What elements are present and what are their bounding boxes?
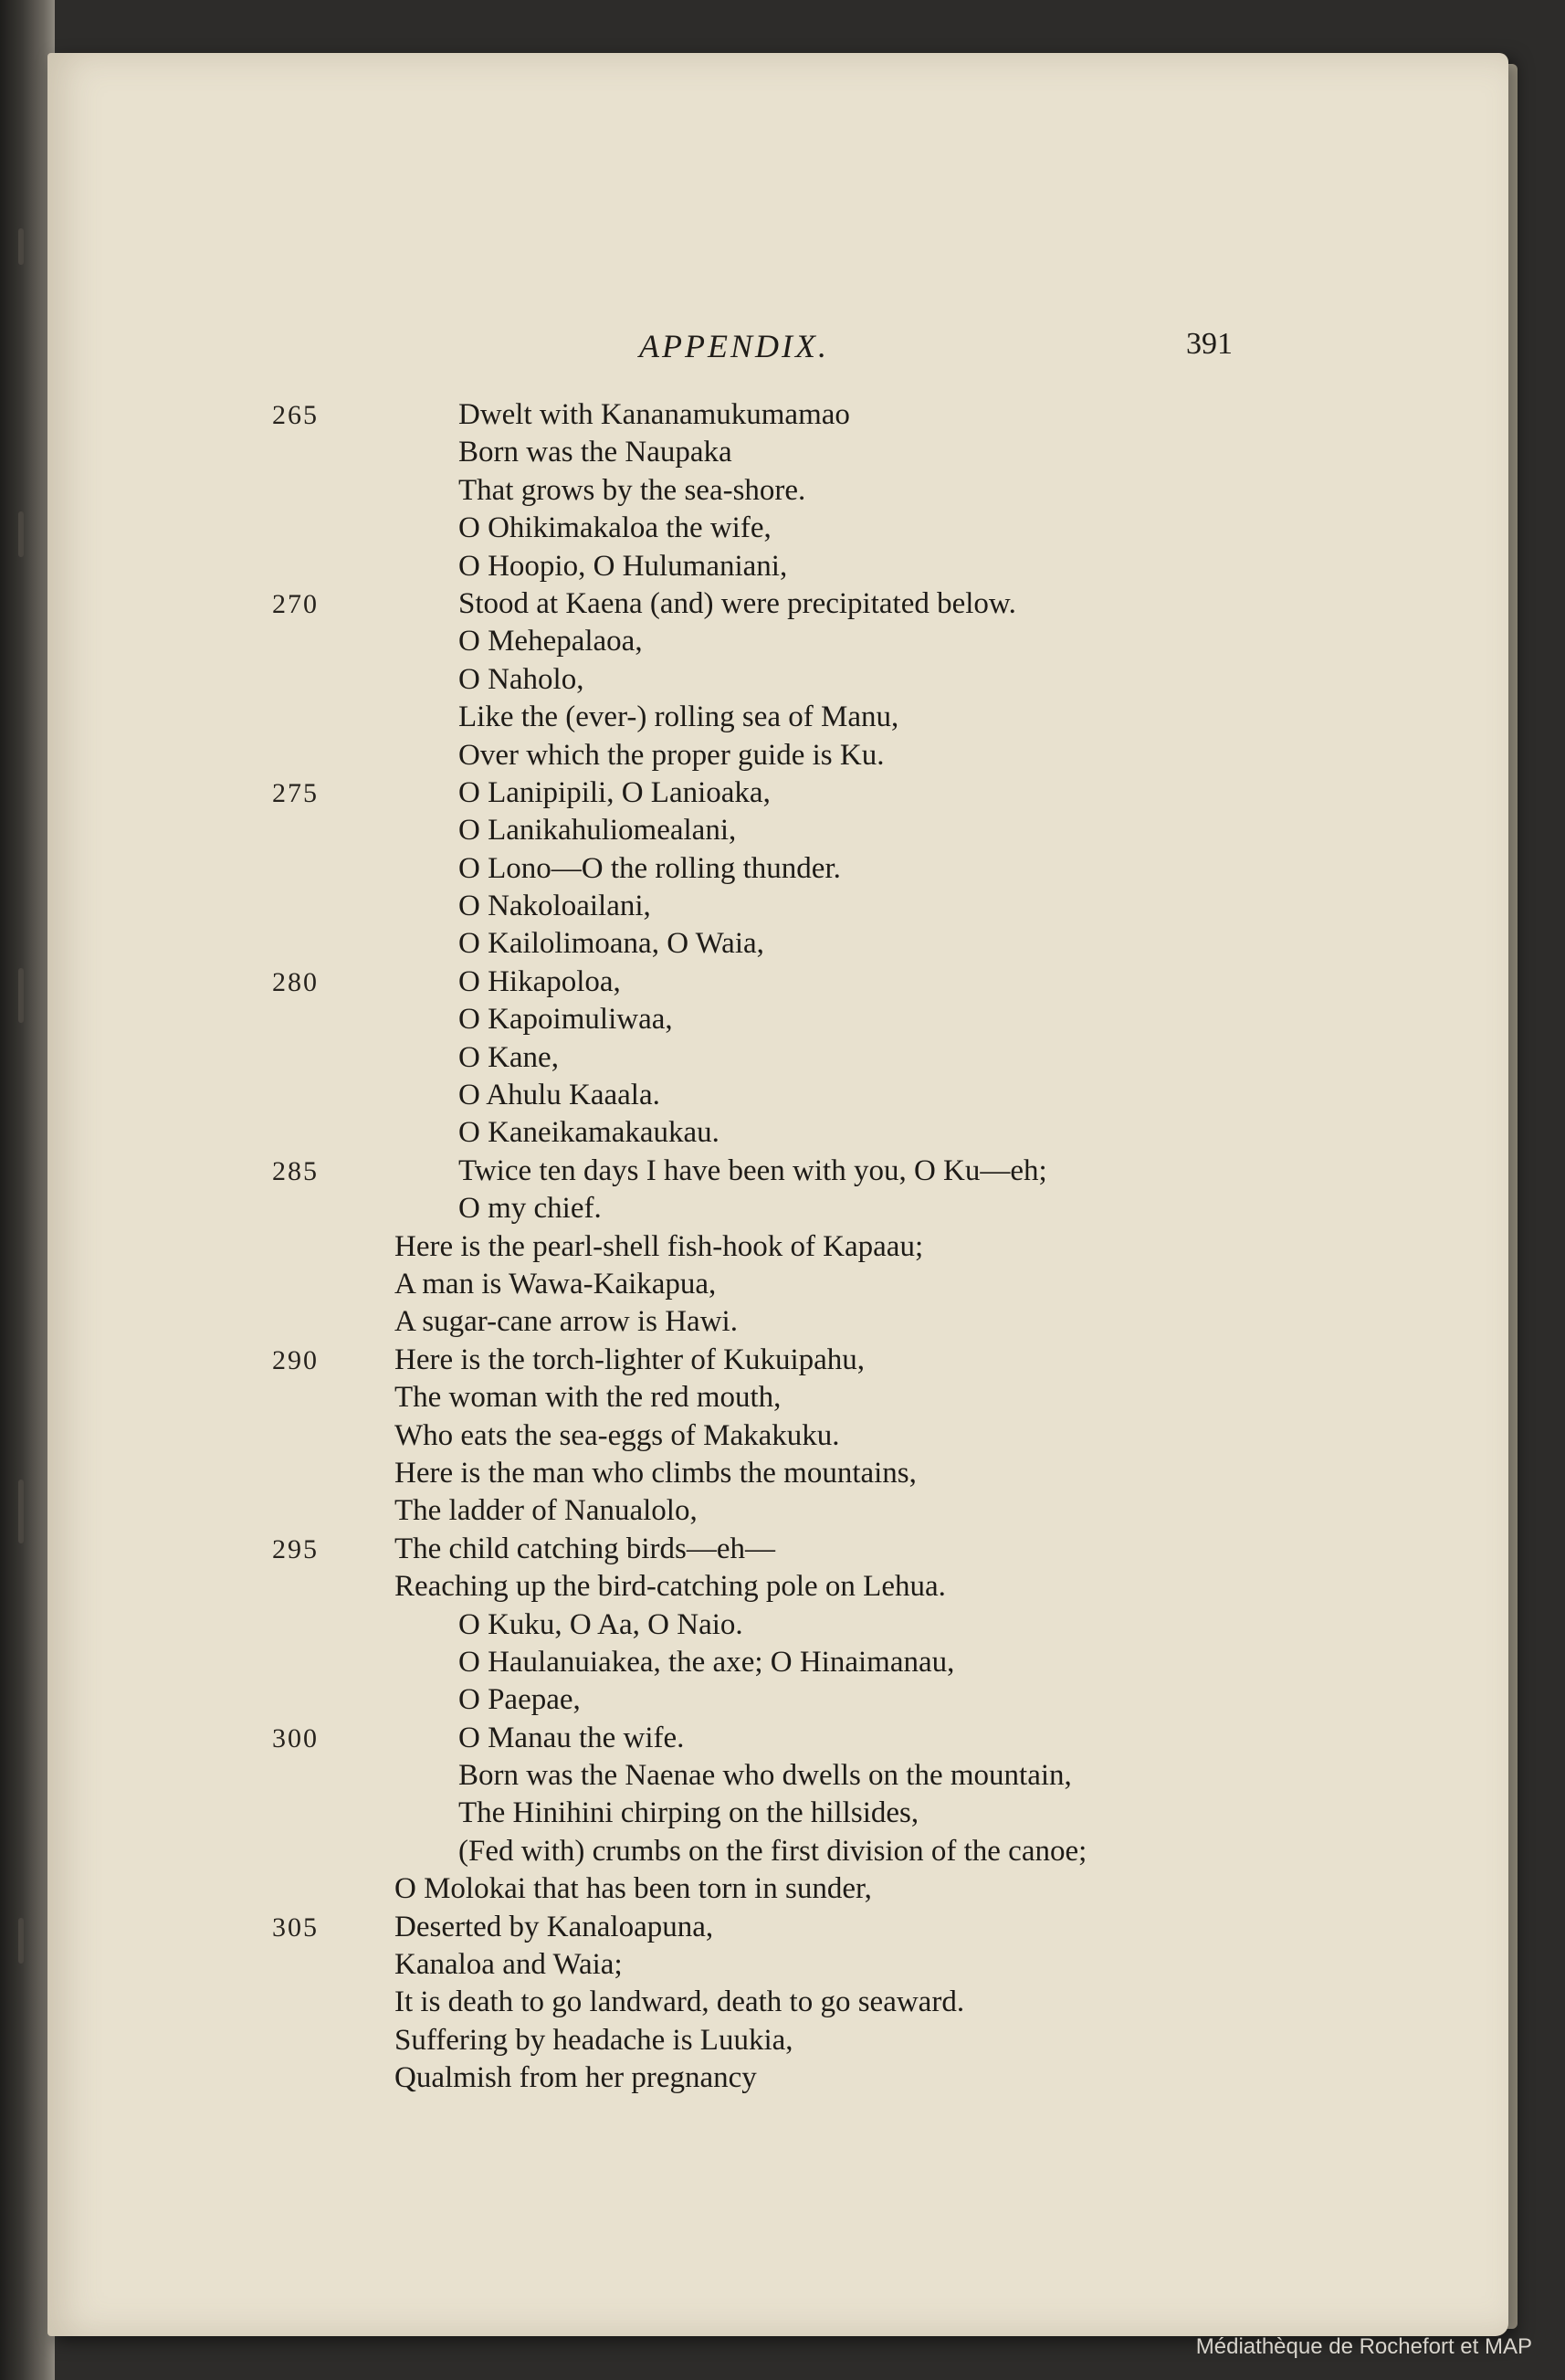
verse-line [47, 661, 1508, 699]
verse-text: The child catching birds—eh— [394, 1532, 775, 1565]
verse-line [47, 1757, 1508, 1795]
verse-line [47, 812, 1508, 849]
verse-line [47, 1870, 1508, 1908]
verse-line [47, 1531, 1508, 1568]
verse-line [47, 434, 1508, 471]
verse-block [47, 396, 1508, 2098]
line-number: 295 [272, 1533, 319, 1564]
verse-text: The Hinihini chirping on the hillsides, [458, 1796, 919, 1830]
verse-text: Here is the man who climbs the mountains, [394, 1456, 917, 1490]
verse-line [47, 1228, 1508, 1266]
verse-text: O Hoopio, O Hulumaniani, [458, 549, 788, 583]
verse-text: O my chief. [458, 1192, 602, 1226]
running-head: APPENDIX. [639, 328, 829, 364]
verse-text: O Mehepalaoa, [458, 625, 643, 658]
verse-line [47, 925, 1508, 963]
verse-line [47, 1114, 1508, 1152]
verse-text: O Nakoloailani, [458, 890, 651, 923]
binding-mark [18, 1918, 24, 1964]
verse-text: O Kane, [458, 1040, 559, 1074]
line-number: 305 [272, 1911, 319, 1943]
verse-line [47, 1909, 1508, 1946]
verse-line [47, 774, 1508, 812]
verse-text: O Ohikimakaloa the wife, [458, 511, 772, 545]
verse-text: O Hikapoloa, [458, 964, 621, 998]
verse-line [47, 623, 1508, 660]
verse-line [47, 585, 1508, 623]
verse-line [47, 1720, 1508, 1757]
verse-text: O Lono—O the rolling thunder. [458, 851, 841, 885]
verse-line [47, 1153, 1508, 1190]
source-credit: Médiathèque de Rochefort et MAP [1195, 2334, 1532, 2359]
verse-line [47, 1342, 1508, 1379]
verse-text: Here is the torch-lighter of Kukuipahu, [394, 1343, 866, 1376]
verse-text: Twice ten days I have been with you, O Ku—eh; [458, 1153, 1047, 1187]
verse-line [47, 1001, 1508, 1038]
verse-text: Suffering by headache is Luukia, [394, 2023, 793, 2057]
binding-mark [18, 228, 24, 265]
binding-mark [18, 968, 24, 1023]
line-number: 290 [272, 1344, 319, 1375]
verse-text: Dwelt with Kananamukumamao [458, 398, 850, 431]
verse-line [47, 1492, 1508, 1530]
verse-line [47, 699, 1508, 736]
verse-text: O Kuku, O Aa, O Naio. [458, 1607, 743, 1641]
verse-text: O Naholo, [458, 662, 584, 696]
line-number: 280 [272, 966, 319, 997]
verse-line [47, 472, 1508, 510]
verse-line [47, 1946, 1508, 1984]
verse-text: Kanaloa and Waia; [394, 1948, 623, 1982]
page-number: 391 [1186, 327, 1233, 361]
verse-line [47, 1681, 1508, 1719]
verse-text: O Lanipipili, O Lanioaka, [458, 775, 771, 809]
verse-line [47, 1417, 1508, 1455]
line-number: 270 [272, 588, 319, 619]
verse-text: The woman with the red mouth, [394, 1381, 782, 1415]
line-number: 285 [272, 1155, 319, 1186]
line-number: 300 [272, 1722, 319, 1753]
book-spine [0, 0, 55, 2380]
verse-line [47, 1077, 1508, 1114]
verse-line [47, 1455, 1508, 1492]
verse-text: Born was the Naupaka [458, 436, 732, 469]
verse-text: It is death to go landward, death to go seaward. [394, 1985, 965, 2019]
verse-line [47, 1266, 1508, 1303]
binding-mark [18, 1480, 24, 1543]
verse-text: O Paepae, [458, 1683, 581, 1717]
line-number: 265 [272, 400, 319, 430]
verse-text: Who eats the sea-eggs of Makakuku. [394, 1418, 840, 1452]
page-header [639, 327, 1233, 373]
verse-line [47, 548, 1508, 585]
line-number: 275 [272, 777, 319, 808]
verse-line [47, 396, 1508, 434]
verse-line [47, 1039, 1508, 1077]
verse-text: O Ahulu Kaaala. [458, 1079, 660, 1112]
verse-line [47, 964, 1508, 1001]
verse-text: O Lanikahuliomealani, [458, 814, 737, 848]
verse-text: Born was the Naenae who dwells on the mountain, [458, 1759, 1072, 1793]
verse-text: Reaching up the bird-catching pole on Lehua. [394, 1570, 946, 1604]
verse-line [47, 2059, 1508, 2097]
verse-line [47, 1984, 1508, 2021]
verse-text: O Kailolimoana, O Waia, [458, 927, 764, 961]
verse-text: Qualmish from her pregnancy [394, 2061, 757, 2095]
verse-text: O Kapoimuliwaa, [458, 1003, 673, 1037]
verse-line [47, 1379, 1508, 1416]
verse-text: A sugar-cane arrow is Hawi. [394, 1305, 738, 1339]
verse-line [47, 510, 1508, 547]
verse-text: (Fed with) crumbs on the first division of the canoe; [458, 1834, 1087, 1868]
verse-text: O Kaneikamakaukau. [458, 1116, 719, 1150]
verse-text: That grows by the sea-shore. [458, 473, 806, 507]
verse-line [47, 737, 1508, 774]
verse-text: The ladder of Nanualolo, [394, 1494, 698, 1528]
verse-line [47, 1833, 1508, 1870]
verse-line [47, 2022, 1508, 2059]
book-page [47, 53, 1508, 2336]
verse-text: O Manau the wife. [458, 1721, 685, 1754]
verse-line [47, 1190, 1508, 1227]
verse-text: Here is the pearl-shell fish-hook of Kapaau; [394, 1229, 924, 1263]
verse-text: O Molokai that has been torn in sunder, [394, 1872, 872, 1906]
verse-text: Stood at Kaena (and) were precipitated below. [458, 586, 1016, 620]
verse-line [47, 1644, 1508, 1681]
verse-line [47, 1303, 1508, 1341]
verse-text: O Haulanuiakea, the axe; O Hinaimanau, [458, 1645, 955, 1679]
verse-text: A man is Wawa-Kaikapua, [394, 1267, 717, 1301]
verse-line [47, 888, 1508, 925]
verse-text: Deserted by Kanaloapuna, [394, 1910, 714, 1943]
binding-mark [18, 511, 24, 557]
verse-line [47, 1795, 1508, 1832]
verse-text: Like the (ever-) rolling sea of Manu, [458, 700, 899, 734]
verse-line [47, 1606, 1508, 1644]
verse-line [47, 1568, 1508, 1606]
verse-line [47, 850, 1508, 888]
verse-text: Over which the proper guide is Ku. [458, 738, 885, 772]
